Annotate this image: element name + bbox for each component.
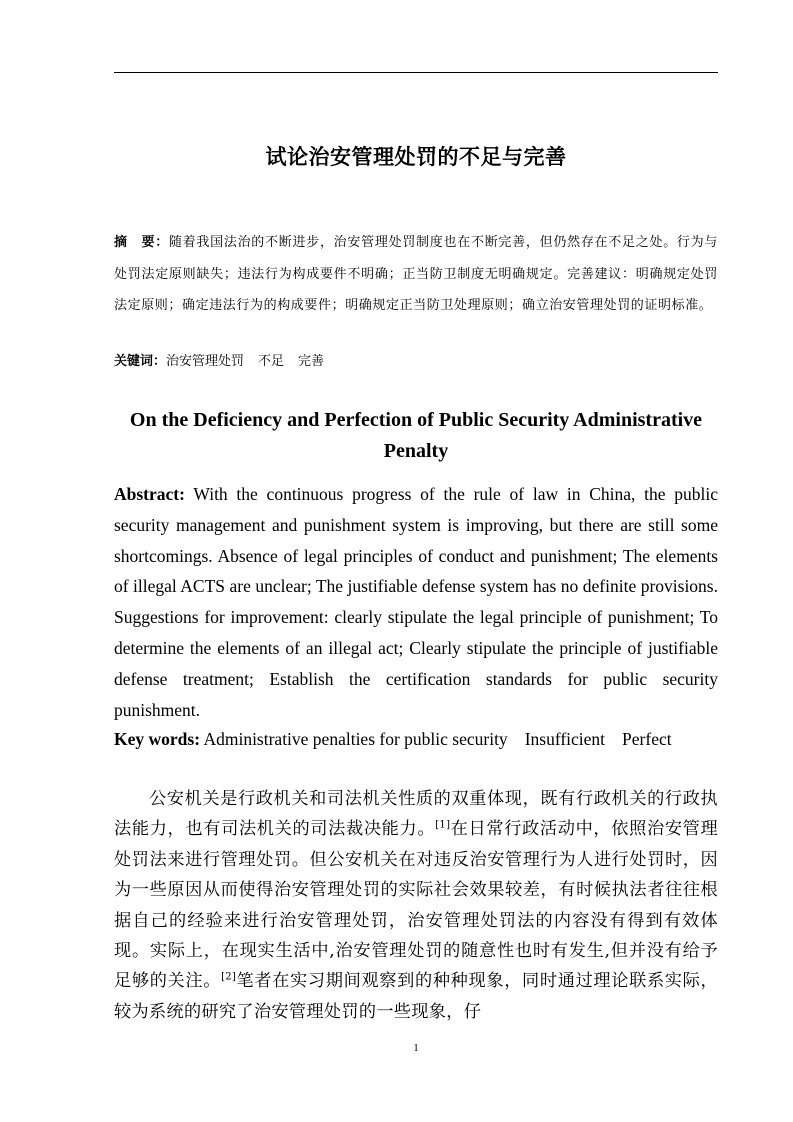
body-text: 公安机关是行政机关和司法机关性质的双重体现，既有行政机关的行政执法能力，也有司法机关的司法裁决能力。 — [114, 789, 718, 840]
page-number: 1 — [413, 1042, 419, 1054]
english-keyword: Insufficient — [524, 729, 606, 749]
english-title: On the Deficiency and Perfection of Public Security Administrative Penalty — [129, 409, 703, 462]
english-abstract — [114, 479, 718, 725]
english-keyword: Administrative penalties for public security — [203, 729, 508, 749]
chinese-abstract-label: 摘 要： — [114, 235, 169, 250]
chinese-keyword: 治安管理处罚 — [166, 354, 245, 369]
english-abstract-text: With the continuous progress of the rule of law in China, the public security management and punishment system is improving, but there are still some shortcomings. Absence of legal principles of conduct and punishment; The elements of illegal ACTS are unclear; The justifiable defense system has no definite provisions. Suggestions for improvement: clearly stipulate the legal principle of punishment; To determine the elements of an illegal act; Clearly stipulate the principle of justifiable defense treatment; Establish the certification standards for public security punishment. — [114, 484, 719, 720]
english-keyword: Perfect — [622, 729, 672, 749]
body-text: 笔者在实习期间观察到的种种现象，同时通过理论联系实际，较为系统的研究了治安管理处罚的一些现象，仔 — [114, 971, 718, 1022]
english-abstract-label: Abstract: — [114, 484, 185, 504]
chinese-keyword: 不足 — [258, 354, 285, 369]
body-text: 在日常行政活动中，依照治安管理处罚法来进行管理处罚。但公安机关在对违反治安管理行为人进行处罚时，因为一些原因从而使得治安管理处罚的实际社会效果较差，有时候执法者往往根据自己的经验来进行治安管理处罚，治安管理处罚法的内容没有得到有效体现。实际上，在现实生活中,治安管理处罚的随意性也时有发生,但并没有给予足够的关注。 — [114, 819, 718, 992]
citation-ref[interactable]: [2] — [221, 971, 237, 983]
english-keywords — [114, 724, 734, 754]
citation-ref[interactable]: [1] — [435, 819, 451, 831]
chinese-title: 试论治安管理处罚的不足与完善 — [265, 145, 567, 169]
chinese-abstract-text: 随着我国法治的不断进步，治安管理处罚制度也在不断完善，但仍然存在不足之处。行为与处罚法定原则缺失；违法行为构成要件不明确；正当防卫制度无明确规定。完善建议：明确规定处罚法定原则；确定违法行为的构成要件；明确规定正当防卫处理原则；确立治安管理处罚的证明标准。 — [114, 235, 718, 313]
chinese-abstract — [114, 227, 718, 322]
body-paragraph — [114, 784, 718, 1027]
chinese-keyword: 完善 — [298, 354, 325, 369]
header-rule — [114, 72, 718, 73]
chinese-keywords-label: 关键词： — [114, 354, 167, 369]
english-keywords-label: Key words: — [114, 729, 201, 749]
chinese-keywords — [114, 346, 718, 377]
